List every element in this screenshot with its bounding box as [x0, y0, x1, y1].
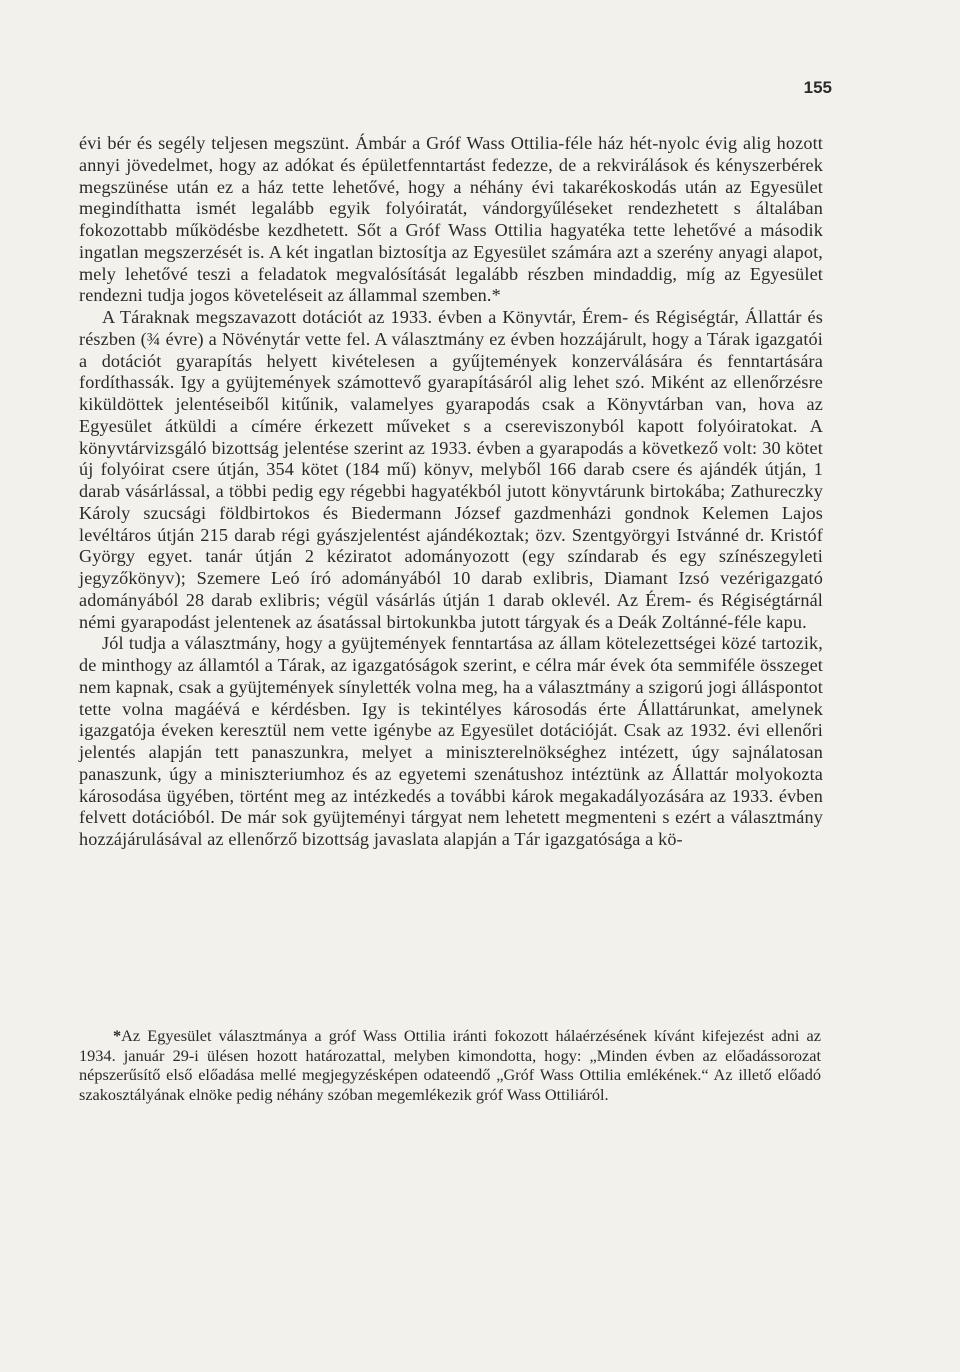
body-text — [79, 133, 823, 851]
paragraph-3: Jól tudja a választmány, hogy a gyüjtemények fenntartása az állam kötelezettségei közé tartozik, de minthogy az államtól a Tárak, az igazgatóságok szerint, e célra már évek óta semmiféle összeget nem kapnak, csak a gyüjtemények sínylették volna meg, ha a választmány a szigorú jogi álláspontot tette volna magáévá e kérdésben. Igy is tekintélyes károsodás érte Állattárunkat, amelynek igazgatója éveken keresztül nem vette igénybe az Egyesület dotációját. Csak az 1932. évi ellenőri jelentés alapján tett panaszunkra, melyet a miniszterelnökséghez intézett, úgy sajnálatosan panaszunk, úgy a miniszteriumhoz és az egyetemi szenátushoz intéztünk az Állattár molyokozta károsodása ügyében, történt meg az intézkedés a további károk megakadályozására az 1933. évben felvett dotációból. De már sok gyüjteményi tárgyat nem lehetett megmenteni s ezért a választmány hozzájárulásával az ellenőrző bizottság javaslata alapján a Tár igazgatósága a kö- — [79, 633, 823, 849]
footnote — [79, 1026, 821, 1104]
footnote-paragraph — [79, 1026, 821, 1104]
footnote-marker: * — [113, 1026, 122, 1045]
paragraph-1: évi bér és segély teljesen megszünt. Ámbár a Gróf Wass Ottilia-féle ház hét-nyolc évig alig hozott annyi jövedelmet, hogy az adókat és épületfenntartást fedezze, de a rekvirálások és kényszerbérek megszünése után ez a ház tette lehetővé, hogy a néhány évi takarékoskodás után az Egyesület megindíthatta ismét legalább egyik folyóiratát, vándorgyűléseket rendezhetett s általában fokozottabb működésbe kezdhetett. Sőt a Gróf Wass Ottilia hagyatéka tette lehetővé a második ingatlan megszerzését is. A két ingatlan biztosítja az Egyesület számára azt a szerény anyagi alapot, mely lehetővé teszi a feladatok megvalósítását legalább részben mindaddig, míg az Egyesület rendezni tudja jogos követeléseit az állammal szemben.* — [79, 133, 823, 306]
paragraph-2: A Táraknak megszavazott dotációt az 1933. évben a Könyvtár, Érem- és Régiségtár, Állattár és részben (¾ évre) a Növénytár vette fel. A választmány ez évben hozzájárult, hogy a Tárak igazgatói a dotációt gyarapítás helyett kivételesen a gyűjtemények konzerválására és fenntartására fordíthassák. Igy a gyüjtemények számottevő gyarapításáról alig lehet szó. Miként az ellenőrzésre kiküldöttek jelentéseiből kitűnik, valamelyes gyarapodás csak a Könyvtárban van, hova az Egyesület átküldi a címére érkezett műveket s a csereviszonyból kapott folyóiratokat. A könyvtárvizsgáló bizottság jelentése szerint az 1933. évben a gyarapodás a következő volt: 30 kötet új folyóirat csere útján, 354 kötet (184 mű) könyv, melyből 166 darab csere és ajándék útján, 1 darab vásárlással, a többi pedig egy régebbi hagyatékból jutott könyvtárunk birtokába; Zathureczky Károly szucsági földbirtokos és Biedermann József gazdmenházi gondnok Kelemen Lajos levéltáros útján 215 darab régi gyászjelentést ajándékoztak; özv. Szentgyörgyi Istvánné dr. Kristóf György egyet. tanár útján 2 kéziratot adományozott (egy színdarab és egy színészegyleti jegyzőkönyv); Szemere Leó író adományából 10 darab exlibris, Diamant Izsó vezérigazgató adományából 28 darab exlibris; végül vásárlás útján 1 darab oklevél. Az Érem- és Régiségtárnál némi gyarapodást jelentenek az ásatással birtokunkba jutott tárgyak és a Deák Zoltánné-féle kapu. — [79, 307, 823, 632]
page-number: 155 — [803, 78, 832, 97]
footnote-text: Az Egyesület választmánya a gróf Wass Ottilia iránti fokozott hálaérzésének kívánt kifejezést adni az 1934. január 29-i ülésen hozott határozattal, melyben kimondotta, hogy: „Minden évben az előadássorozat népszerűsítő első előadása mellé megjegyzésképen odateendő „Gróf Wass Ottilia emlékének.“ Az illető előadó szakosztályának elnöke pedig néhány szóban megemlékezik gróf Wass Ottiliáról. — [79, 1026, 821, 1104]
